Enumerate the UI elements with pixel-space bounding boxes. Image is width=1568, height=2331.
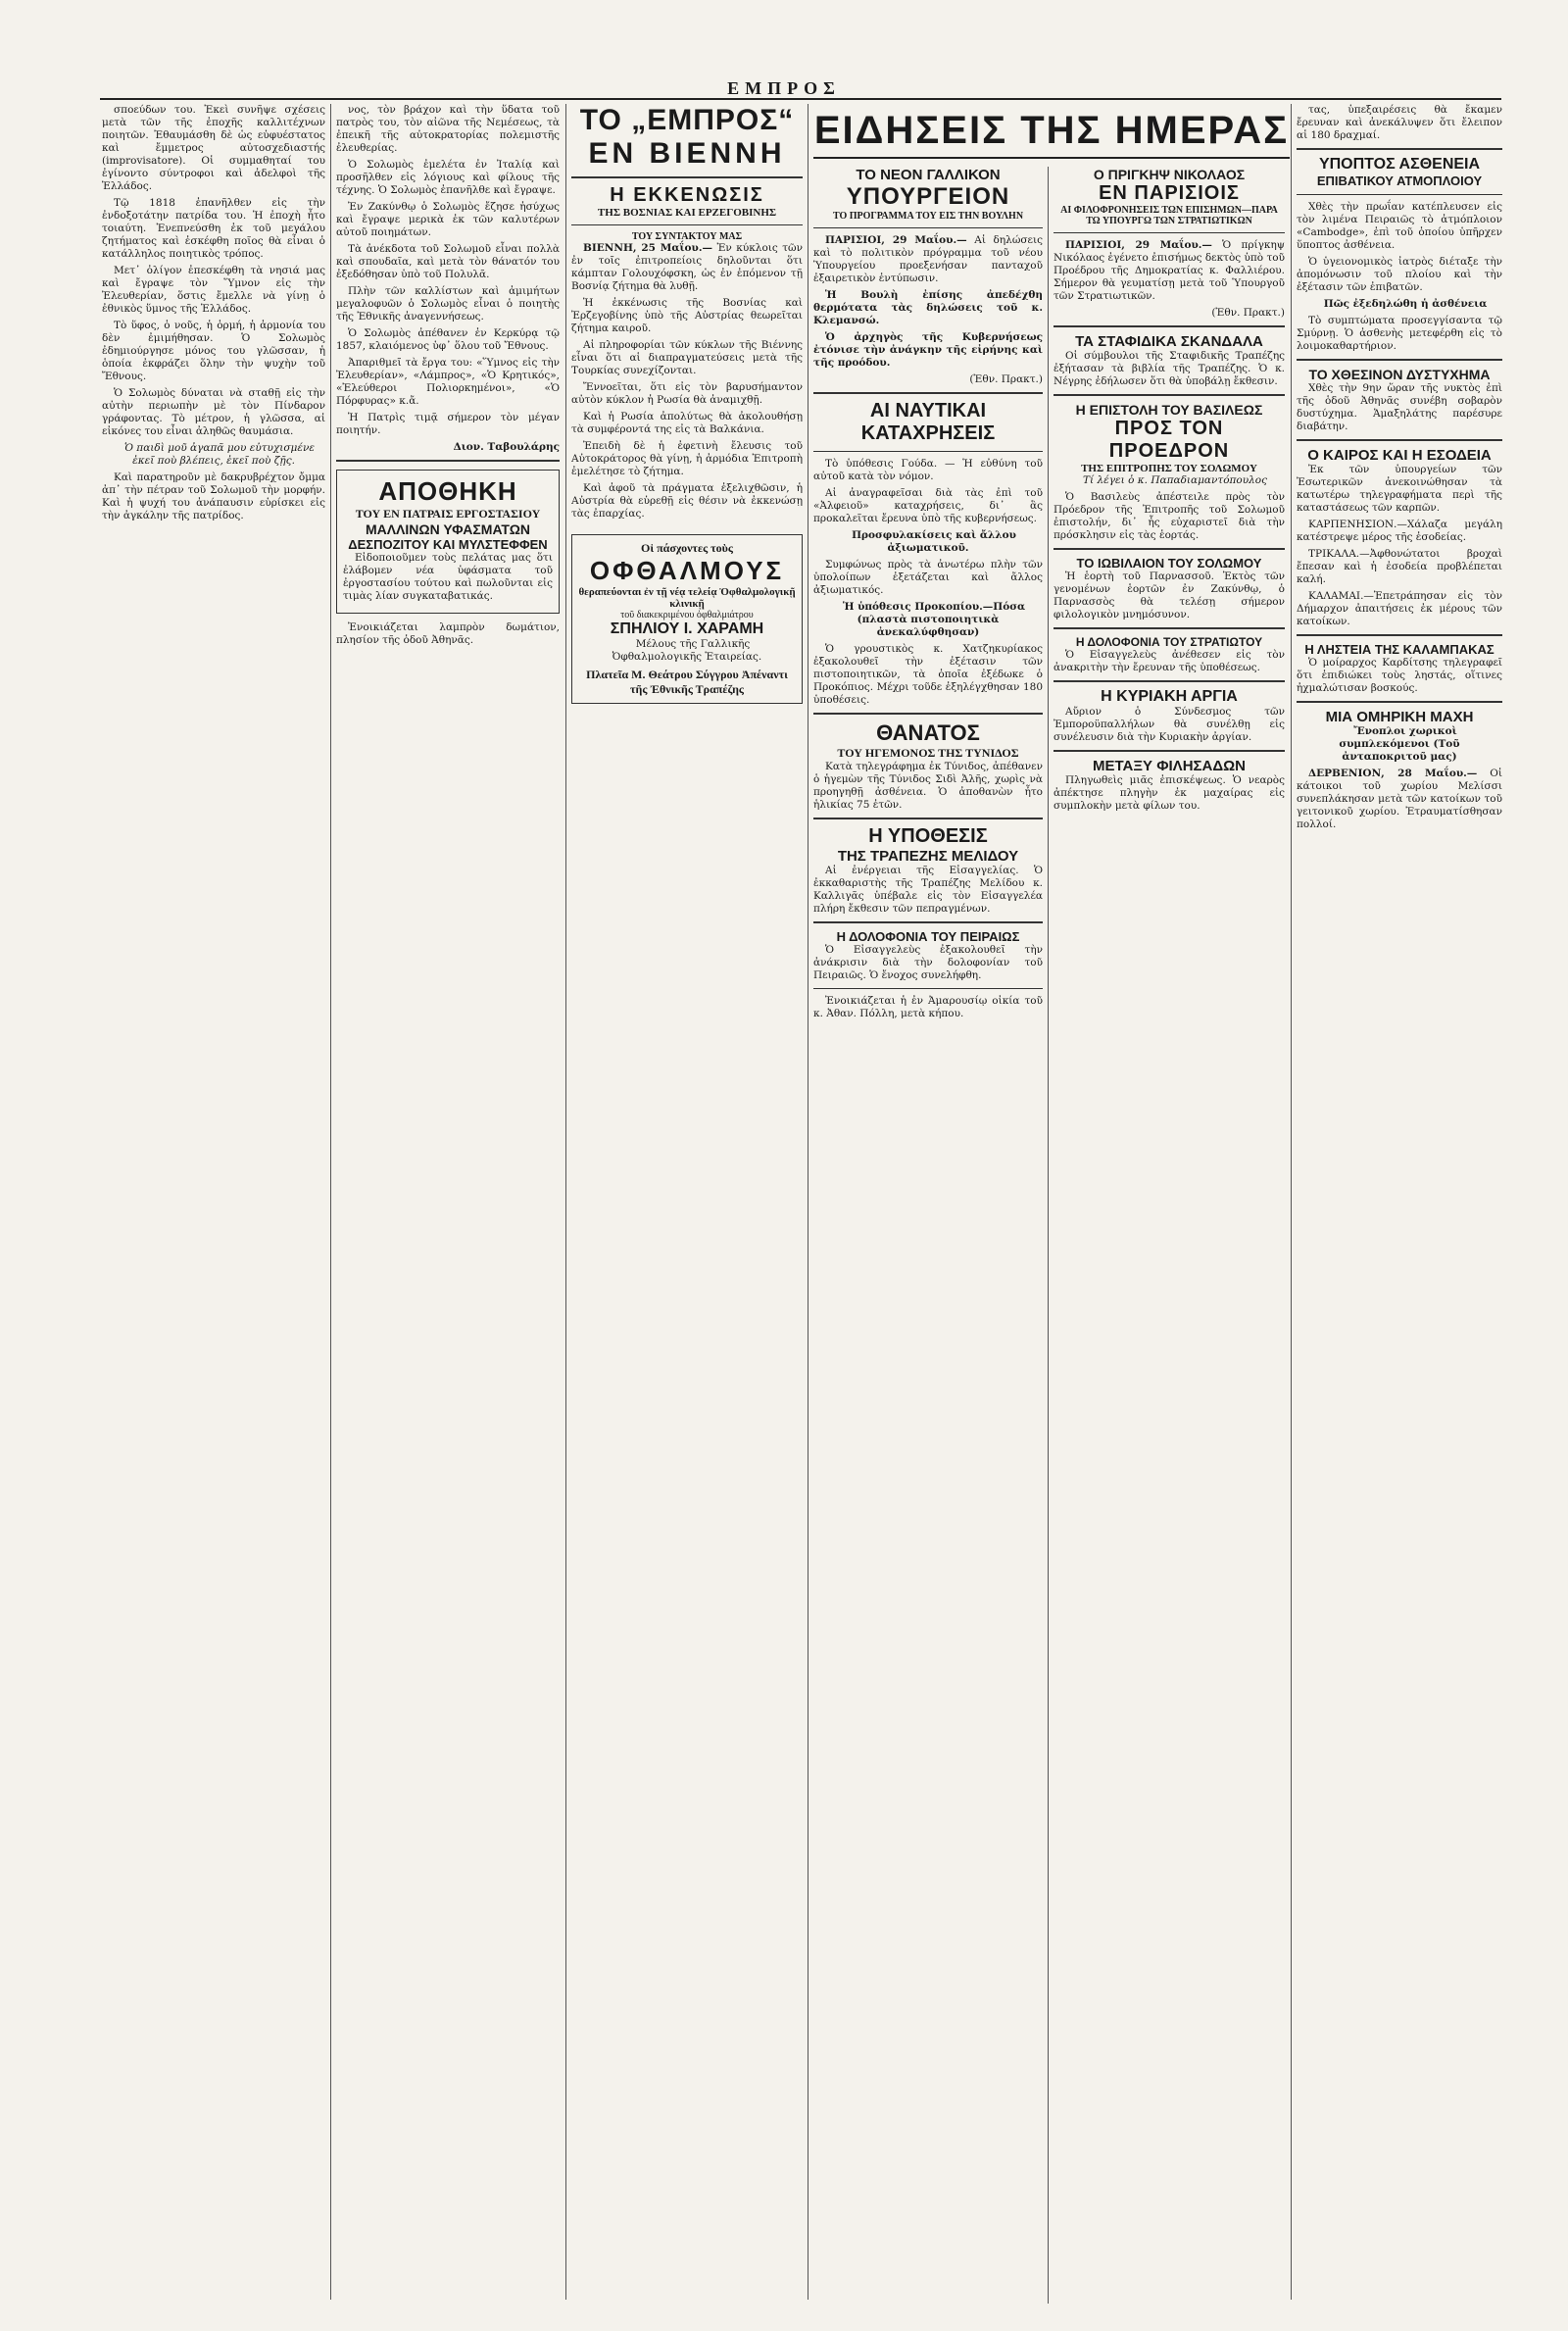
subheadline: ΤΟ ΠΡΟΓΡΑΜΜΑ ΤΟΥ ΕΙΣ ΤΗΝ ΒΟΥΛΗΝ <box>832 211 1024 222</box>
lead-text: Αἱ δηλώσεις καὶ τὸ πολιτικὸν πρόγραμμα τοῦ νέου Ὑπουργείου προεξενήσαν πανταχοῦ ἐξαιρετικὸν ἐντύπωσιν. <box>813 234 1043 284</box>
ad-line: ΜΑΛΛΙΝΩΝ ΥΦΑΣΜΑΤΩΝ <box>365 521 531 537</box>
divider <box>1297 148 1502 150</box>
col2-para: νος, τὸν βράχον καὶ τὴν ὕδατα τοῦ πατρὸς του, τὸν αἰῶνα τῆς Νεμέσεως, τὰ ἐπεικῆ τῆς αὐτοκρατορίας πολεμιστῆς ἐλευθερίας. <box>336 104 560 154</box>
divider <box>813 988 1043 989</box>
divider <box>1297 194 1502 195</box>
dateline: ΔΕΡΒΕΝΙΟΝ, 28 Μαΐου.— <box>1308 768 1478 779</box>
divider <box>813 921 1043 923</box>
col4-subhead: Ἡ ὑπόθεσις Προκοπίου.—Πόσα (πλαστὰ πιστοποιητικὰ ἀνεκαλύφθησαν) <box>842 601 1026 638</box>
col6-para: τας, ὑπεξαιρέσεις θὰ ἔκαμεν ἔρευναν καὶ ἀνεκάλυψεν ὅτι ἔλειπον αἱ 180 δραχμαί. <box>1297 104 1502 141</box>
ad-body: Μέλους τῆς Γαλλικῆς Ὀφθαλμολογικῆς Ἑταιρείας. <box>612 638 762 663</box>
col6-para: Χθὲς τὴν 9ην ὥραν τῆς νυκτὸς ἐπὶ τῆς ὁδοῦ Ἀθηνᾶς συνέβη σοβαρὸν δυστύχημα. Ἁμαξηλάτης παρέσυρε διαβάτην. <box>1297 382 1502 432</box>
masthead <box>0 0 1568 98</box>
headline-emprós: ΤΟ „ΕΜΠΡΟΣ“ <box>579 104 795 136</box>
ad-apothiki <box>336 470 560 614</box>
col5-para: Πληγωθεὶς μιᾶς ἐπισκέψεως. Ὁ νεαρὸς ἀπέκτησε πληγὴν ἐκ μαχαίρας εἰς συμπλοκὴν μετὰ φίλων του. <box>1054 774 1285 812</box>
divider <box>1297 701 1502 703</box>
column-4 <box>813 167 1043 2304</box>
divider <box>813 818 1043 819</box>
divider <box>813 157 1290 159</box>
col2-para: Ὁ Σολωμὸς ἐμελέτα ἐν Ἰταλίᾳ καὶ προσῆλθεν εἰς λόγιους καὶ φίλους τῆς τέχνης. Ὁ Σολωμὸς ἐπανῆλθε καὶ ἔγραψε. <box>336 159 560 196</box>
col6-para: Ἐκ τῶν ὑπουργείων τῶν Ἐσωτερικῶν ἀνεκοινώθησαν τὰ κατωτέρω τηλεγραφήματα περὶ τῆς καταστάσεως τῶν καρπῶν. <box>1297 464 1502 514</box>
col6-subhead: Ἔνοπλοι χωρικοὶ συμπλεκόμενοι (Τοῦ ἀνταποκριτοῦ μας) <box>1339 725 1460 763</box>
divider <box>571 224 803 225</box>
subheadline: ΤΟΥ ΗΓΕΜΟΝΟΣ ΤΗΣ ΤΥΝΙΔΟΣ <box>837 746 1019 760</box>
headline: ΤΟ ΙΩΒΙΛΑΙΟΝ ΤΟΥ ΣΟΛΩΜΟΥ <box>1076 556 1262 570</box>
lead-text: Ὁ πρίγκηψ Νικόλαος ἐγένετο ἐπισήμως δεκτὸς ὑπὸ τοῦ Προέδρου τῆς Δημοκρατίας κ. Φαλλιέρου. Σήμερον θὰ γευματίσῃ μετὰ τοῦ Ὑπουργοῦ τῶν Στρατιωτικῶν. <box>1054 239 1285 302</box>
classified: Ἐνοικιάζεται ἡ ἐν Ἀμαρουσίῳ οἰκία τοῦ κ. Ἀθαν. Πόλλη, μετὰ κήπου. <box>813 995 1043 1019</box>
headline: ΕΠΙΒΑΤΙΚΟΥ ΑΤΜΟΠΛΟΙΟΥ <box>1316 174 1483 188</box>
subheadline: ΑΙ ΦΙΛΟΦΡΟΝΗΣΕΙΣ ΤΩΝ ΕΠΙΣΗΜΩΝ—ΠΑΡΑ ΤΩ ΥΠΟΥΡΓΩ ΤΩΝ ΣΤΡΑΤΙΩΤΙΚΩΝ <box>1060 205 1278 226</box>
col6-para: Χθὲς τὴν πρωΐαν κατέπλευσεν εἰς τὸν λιμένα Πειραιῶς τὸ ἀτμόπλοιον «Cambodge», ἐπὶ τοῦ ὁποίου ὑπῆρχεν ὕποπτος ἀσθένεια. <box>1297 201 1502 251</box>
col4-para: Ὁ Εἰσαγγελεὺς ἐξακολουθεῖ τὴν ἀνάκρισιν διὰ τὴν δολοφονίαν τοῦ Πειραιῶς. Ὁ ἔνοχος συνελήφθη. <box>813 944 1043 981</box>
col2-para: Πλὴν τῶν καλλίστων καὶ ἀμιμήτων μεγαλοφυῶν ὁ Σολωμὸς εἶναι ὁ ποιητὴς τῆς Ἐθνικῆς ἀναγεννήσεως. <box>336 285 560 322</box>
col3-para: Αἱ πληροφορίαι τῶν κύκλων τῆς Βιέννης εἶναι ὅτι αἱ διαπραγματεύσεις μετὰ τῆς Τουρκίας συνεχίζονται. <box>571 339 803 376</box>
ad-address: Πλατεῖα Μ. Θεάτρου Σύγγρου Ἀπέναντι τῆς Ἐθνικῆς Τραπέζης <box>586 668 788 696</box>
col2-para: Τὰ ἀνέκδοτα τοῦ Σολωμοῦ εἶναι πολλὰ καὶ σπουδαῖα, καὶ μετὰ τὸν θάνατόν του ἐξεδόθησαν ὑπὸ τοῦ Πολυλᾶ. <box>336 243 560 280</box>
headline: Η ΛΗΣΤΕΙΑ ΤΗΣ ΚΑΛΑΜΠΑΚΑΣ <box>1304 642 1494 657</box>
col5-para: Οἱ σύμβουλοι τῆς Σταφιδικῆς Τραπέζης ἐξήτασαν τὰ βιβλία τῆς Τραπέζης. Ὁ κ. Νέγρης ἐδήλωσεν ὅτι θὰ ὑποβάλῃ ἔκθεσιν. <box>1054 350 1285 387</box>
newspaper-title: ΕΜΠΡΟΣ <box>727 78 841 98</box>
col6-para: ΚΑΛΑΜΑΙ.—Ἐπετράπησαν εἰς τὸν Δήμαρχον ἀπαιτήσεις ἐκ μέρους τῶν κατοίκων. <box>1297 590 1502 627</box>
col2-para: Ἐν Ζακύνθῳ ὁ Σολωμὸς ἔζησε ἡσύχως καὶ ἔγραψε μερικὰ ἐκ τῶν καλυτέρων αὐτοῦ ποιημάτων. <box>336 201 560 238</box>
ad-doctor-name: ΣΠΗΛΙΟΥ Ι. ΧΑΡΑΜΗ <box>610 620 764 637</box>
col2-para: Ἡ Πατρὶς τιμᾷ σήμερον τὸν μέγαν ποιητήν. <box>336 412 560 436</box>
news-banner <box>813 108 1290 159</box>
source: (Ἐθν. Πρακτ.) <box>1211 307 1285 319</box>
ad-ophthalmology <box>571 534 803 704</box>
col3-para: Ἔννοεῖται, ὅτι εἰς τὸν βαρυσήμαντον αὐτὸν κύκλον ἡ Ρωσία θὰ ἀναμιχθῇ. <box>571 381 803 406</box>
col6-para: Τὸ συμπτώματα προσεγγίσαντα τῷ Σμύρνῃ. Ὁ ἀσθενὴς μετεφέρθη εἰς τὸ λοιμοκαθαρτήριον. <box>1297 315 1502 352</box>
headline: Ο ΚΑΙΡΟΣ ΚΑΙ Η ΕΣΟΔΕΙΑ <box>1307 447 1492 464</box>
column-1 <box>102 104 325 2309</box>
col6-para: ΚΑΡΠΕΝΗΣΙΟΝ.—Χάλαζα μεγάλη κατέστρεψε μέρος τῆς ἐσοδείας. <box>1297 519 1502 543</box>
dateline: ΠΑΡΙΣΙΟΙ, 29 Μαΐου.— <box>825 234 967 246</box>
col4-para: Αἱ ἀναγραφεῖσαι διὰ τὰς ἐπὶ τοῦ «Ἀλφειοῦ» καταχρήσεις, δι᾽ ἃς προκαλεῖται ἔρευνα ὑπὸ τῆς κυβερνήσεως. <box>813 487 1043 524</box>
col2-para: Ὁ Σολωμὸς ἀπέθανεν ἐν Κερκύρᾳ τῷ 1857, κλαιόμενος ὑφ᾽ ὅλου τοῦ Ἔθνους. <box>336 327 560 352</box>
col4-para: Ἡ Βουλὴ ἐπίσης ἀπεδέχθη θερμότατα τὰς δηλώσεις τοῦ κ. Κλεμανσώ. <box>813 289 1043 326</box>
col6-para: ΤΡΙΚΑΛΑ.—Ἀφθονώτατοι βροχαὶ ἔπεσαν καὶ ἡ ἐσοδεία προβλέπεται καλή. <box>1297 548 1502 585</box>
col5-para: Ἡ ἑορτὴ τοῦ Παρνασσοῦ. Ἐκτὸς τῶν γενομένων ἑορτῶν ἐν Ζακύνθῳ, ὁ Παρνασσὸς θὰ τελέσῃ σήμερον φιλολογικὸν μνημόσυνον. <box>1054 570 1285 620</box>
subheadline: ΤΗΣ ΕΠΙΤΡΟΠΗΣ ΤΟΥ ΣΟΛΩΜΟΥ <box>1081 463 1257 474</box>
ad-line: ΔΕΣΠΟΖΙΤΟΥ ΚΑΙ ΜΥΛΣΤΕΦΦΕΝ <box>348 537 548 552</box>
top-rule <box>100 98 1501 100</box>
headline: Η ΕΠΙΣΤΟΛΗ ΤΟΥ ΒΑΣΙΛΕΩΣ <box>1075 402 1263 418</box>
ad-body: Εἰδοποιοῦμεν τοὺς πελάτας μας ὅτι ἐλάβομεν νέα ὑφάσματα τοῦ ἐργοστασίου τούτου καὶ πωλοῦνται εἰς τιμὰς λίαν συγκαταβατικάς. <box>343 552 553 602</box>
headline-vienna: ΕΝ ΒΙΕΝΝΗ <box>588 137 786 170</box>
headline: ΜΙΑ ΟΜΗΡΙΚΗ ΜΑΧΗ <box>1325 709 1474 725</box>
source: (Ἐθν. Πρακτ.) <box>969 373 1043 385</box>
col6-para <box>1297 768 1502 831</box>
col5-para: Αὔριον ὁ Σύνδεσμος τῶν Ἐμποροϋπαλλήλων θὰ συνέλθῃ εἰς συνέλευσιν διὰ τὴν Κυριακὴν ἀργίαν. <box>1054 706 1285 743</box>
headline: ΤΑ ΣΤΑΦΙΔΙΚΑ ΣΚΑΝΔΑΛΑ <box>1075 333 1263 350</box>
col1-para: Καὶ παρατηροῦν μὲ δακρυβρέχτον ὄμμα ἀπ᾽ τὴν πέτραν τοῦ Σολωμοῦ τὴν μορφήν. Καὶ ἡ ψυχή του ἀνάπαυσιν εὑρίσκει εἰς τὴν ἀγκάλην τῆς πατρίδος. <box>102 471 325 521</box>
ad-line: Οἱ πάσχοντες τοὺς <box>641 541 733 555</box>
col2-para: Ἀπαριθμεῖ τὰ ἔργα του: «Ὕμνος εἰς τὴν Ἐλευθερίαν», «Λάμπρος», «Ὁ Κρητικός», «Ἐλεύθεροι Πολιορκημένοι», «Ὁ Πόρφυρας» κ.ἄ. <box>336 357 560 407</box>
col5-para <box>1054 239 1285 303</box>
divider <box>1054 232 1285 233</box>
ad-line: θεραπεύονται ἐν τῇ νέᾳ τελείᾳ Ὀφθαλμολογικῇ κλινικῇ <box>578 586 796 610</box>
headline: ΤΟ ΝΕΟΝ ΓΑΛΛΙΚΟΝ <box>856 167 1001 183</box>
headline: Η ΔΟΛΟΦΟΝΙΑ ΤΟΥ ΠΕΙΡΑΙΩΣ <box>836 929 1020 944</box>
dateline: ΠΑΡΙΣΙΟΙ, 29 Μαΐου.— <box>1065 239 1212 251</box>
divider <box>1297 359 1502 361</box>
article-signature: Διον. Ταβουλάρης <box>453 441 560 453</box>
headline: ΤΟ ΧΘΕΣΙΝΟΝ ΔΥΣΤΥΧΗΜΑ <box>1308 367 1491 382</box>
col3-para: Ἡ ἐκκένωσις τῆς Βοσνίας καὶ Ἐρζεγοβίνης ὑπὸ τῆς Αὐστρίας θεωρεῖται ζήτημα καιροῦ. <box>571 297 803 334</box>
subheadline: ΤΗΣ ΒΟΣΝΙΑΣ ΚΑΙ ΕΡΖΕΓΟΒΙΝΗΣ <box>597 207 777 219</box>
divider <box>813 392 1043 394</box>
col4-para: Τὸ ὑπόθεσις Γούδα. — Ἡ εὐθύνη τοῦ αὐτοῦ κατὰ τὸν νόμον. <box>813 458 1043 482</box>
col3-para: Καὶ ἀφοῦ τὰ πράγματα ἐξελιχθῶσιν, ἡ Αὐστρία θὰ εὑρεθῇ εἰς θέσιν νὰ ἐκκενώσῃ τὰς ἐπαρχίας. <box>571 482 803 520</box>
headline: ΥΠΟΠΤΟΣ ΑΣΘΕΝΕΙΑ <box>1318 156 1481 173</box>
divider <box>1054 394 1285 396</box>
divider <box>1054 325 1285 327</box>
divider <box>813 451 1043 452</box>
col1-para: Ὁ Σολωμὸς δύναται νὰ σταθῇ εἰς τὴν αὐτὴν περιωπὴν μὲ τὸν Πίνδαρον γράφοντας. Τὸ μέτρον, ἡ γλῶσσα, αἱ εἰκόνες του εἶναι ἀληθῶς θαυμάσια. <box>102 387 325 437</box>
column-separator <box>565 104 566 2300</box>
col4-para: Συμφώνως πρὸς τὰ ἀνωτέρω πλὴν τῶν ὑπολοίπων ἐξετάζεται καὶ ἄλλος ἀξιωματικός. <box>813 559 1043 596</box>
col3-para: Καὶ ἡ Ρωσία ἀπολύτως θὰ ἀκολουθήσῃ τὰ συμφέροντά της εἰς τὰ Βαλκάνια. <box>571 411 803 435</box>
divider <box>813 227 1043 228</box>
headline: ΕΝ ΠΑΡΙΣΙΟΙΣ <box>1099 182 1240 204</box>
col4-para: Ὁ ἀρχηγὸς τῆς Κυβερνήσεως ἐτόνισε τὴν ἀνάγκην τῆς εἰρήνης καὶ τῆς προόδου. <box>813 331 1043 369</box>
banner-title: ΕΙΔΗΣΕΙΣ ΤΗΣ ΗΜΕΡΑΣ <box>813 109 1290 152</box>
divider <box>1054 548 1285 550</box>
headline: ΚΑΤΑΧΡΗΣΕΙΣ <box>860 422 996 444</box>
col5-para: Ὁ Εἰσαγγελεὺς ἀνέθεσεν εἰς τὸν ἀνακριτὴν τὴν ἔρευναν τῆς ὑποθέσεως. <box>1054 649 1285 673</box>
divider <box>1297 439 1502 441</box>
col6-para: Ὁ μοίραρχος Καρδίτσης τηλεγραφεῖ ὅτι ἐπιδιώκει τοὺς ληστάς, οἵτινες ἠχμαλώτισαν βοσκούς. <box>1297 657 1502 694</box>
ad-title: ΑΠΟΘΗΚΗ <box>378 476 517 506</box>
col4-para: Ὁ γρουστικὸς κ. Χατζηκυρίακος ἐξακολουθεῖ τὴν ἐξέτασιν τῶν πιστοποιητικῶν, τὰ ὁποῖα ἐξέδωκε ὁ Προκόπιος. Μέχρι τοῦδε ἐξηλέγχθησαν 180 ὑποθέσεις. <box>813 643 1043 706</box>
divider <box>1054 680 1285 682</box>
col4-para <box>813 234 1043 285</box>
divider <box>1054 750 1285 752</box>
ad-line: τοῦ διακεκριμένου ὀφθαλμιάτρου <box>620 610 754 620</box>
col4-para: Αἱ ἐνέργειαι τῆς Εἰσαγγελίας. Ὁ ἐκκαθαριστὴς τῆς Τραπέζης Μελίδου κ. Καλλιγᾶς ὑπέβαλε εἰς τὸν Εἰσαγγελέα πλήρη ἔκθεσιν τῶν πεπραγμένων. <box>813 865 1043 915</box>
col6-subhead: Πῶς ἐξεδηλώθη ἡ ἀσθένεια <box>1323 298 1488 310</box>
classified: Ἐνοικιάζεται λαμπρὸν δωμάτιον, πλησίον τῆς ὁδοῦ Ἀθηνᾶς. <box>336 621 560 646</box>
headline: ΜΕΤΑΞΥ ΦΙΛΗΣΑΔΩΝ <box>1093 758 1246 774</box>
column-3 <box>571 104 803 2309</box>
col5-subhead: Τί λέγει ὁ κ. Παπαδιαμαντόπουλος <box>1083 474 1267 486</box>
headline-evacuation: Η ΕΚΚΕΝΩΣΙΣ <box>610 184 764 206</box>
lead-text: Οἱ κάτοικοι τοῦ χωρίου Μελίσσι συνεπλάκησαν μετὰ τῶν κατοίκων τοῦ γειτονικοῦ χωρίου. Ἐτραυματίσθησαν πολλοί. <box>1297 768 1502 830</box>
column-6 <box>1297 104 1502 2309</box>
headline: Η ΔΟΛΟΦΟΝΙΑ ΤΟΥ ΣΤΡΑΤΙΩΤΟΥ <box>1075 635 1263 649</box>
col1-para: Μετ᾽ ὀλίγον ἐπεσκέφθη τὰ νησιά μας καὶ ἔγραψε τὸν Ὕμνον εἰς τὴν Ἐλευθερίαν, ὅστις ἔμελλε νὰ γίνῃ ὁ ἐθνικὸς ὕμνος τῆς Ἑλλάδος. <box>102 265 325 315</box>
col1-verse: Ὁ παιδὶ μοῦ ἀγαπᾶ μου εὐτυχισμένε ἐκεῖ ποὺ βλέπεις, ἐκεῖ ποὺ ζῇς. <box>123 442 316 467</box>
col6-para: Ὁ ὑγειονομικὸς ἰατρὸς διέταξε τὴν ἀπομόνωσιν τοῦ πλοίου καὶ τὴν ἐξέτασιν τῶν ἐπιβατῶν. <box>1297 256 1502 293</box>
col1-para: Τὸ ὕφος, ὁ νοῦς, ἡ ὁρμή, ἡ ἁρμονία του δὲν ἐμιμήθησαν. Ὁ Σολωμὸς ἐδημιούργησε μόνος του γλῶσσαν, ἡ ὁποία ἐκφράζει ὅλην τὴν ψυχὴν τοῦ Ἔθνους. <box>102 320 325 382</box>
col4-para: Κατὰ τηλεγράφημα ἐκ Τύνιδος, ἀπέθανεν ὁ ἡγεμὼν τῆς Τύνιδος Σιδὶ Ἀλῆς, χωρὶς νὰ προηγηθῇ ἀσθένεια. Ὁ ἀποθανὼν ἦτο ἡλικίας 75 ἐτῶν. <box>813 761 1043 811</box>
headline: Η ΚΥΡΙΑΚΗ ΑΡΓΙΑ <box>1101 688 1238 705</box>
column-5 <box>1054 167 1285 2304</box>
column-separator <box>1048 167 1049 2304</box>
column-2 <box>336 104 560 2309</box>
divider <box>813 713 1043 715</box>
headline: Η ΥΠΟΘΕΣΙΣ <box>868 825 988 847</box>
divider <box>571 176 803 178</box>
divider <box>1054 627 1285 629</box>
ad-title: ΟΦΘΑΛΜΟΥΣ <box>589 556 785 585</box>
col5-para: Ὁ Βασιλεὺς ἀπέστειλε πρὸς τὸν Πρόεδρον τῆς Ἐπιτροπῆς τοῦ Σολωμοῦ ἐπιστολήν, δι᾽ ἧς εὐχαριστεῖ διὰ τὴν πρόσκλησιν εἰς τὰς ἑορτάς. <box>1054 491 1285 541</box>
headline: ΥΠΟΥΡΓΕΙΟΝ <box>846 183 1010 210</box>
col1-para: σποεύδων του. Ἐκεὶ συνῆψε σχέσεις μετὰ τῶν τῆς ἐποχῆς καλλιτέχνων ποιητῶν. Ἐθαυμάσθη δὲ ὡς εὐφυέστατος καὶ ἔμμετρος αὐτοσχεδιαστής (improvisatore). Οἱ συμμαθηταί του ἐγίνοντο σύντροφοι καὶ ἀδελφοὶ τῆς Ἑλλάδος. <box>102 104 325 192</box>
headline: Ο ΠΡΙΓΚΗΨ ΝΙΚΟΛΑΟΣ <box>1093 167 1246 182</box>
lead-text: Ἐν κύκλοις τῶν ἐν τοῖς ἐπιτροπείοις δηλοῦνται ὅτι κάμπταν Γολουχόφσκη, ὡς ἐν ἐπόμενον τῇ Βοσνίᾳ ζήτημα θὰ λυθῇ. <box>571 242 803 292</box>
headline: ΠΡΟΣ ΤΟΝ ΠΡΟΕΔΡΟΝ <box>1108 418 1230 462</box>
col1-para: Τῷ 1818 ἐπανῆλθεν εἰς τὴν ἐνδοξοτάτην πατρίδα του. Ἡ ἐποχὴ ἦτο τοιαύτη. Ἐνεπνεύσθη ἐκ τοῦ μεγάλου ζητήματος καὶ ἐσκέφθη ποῖος θὰ εἶναι ὁ κατάλληλος ποιητικὸς τρόπος. <box>102 197 325 260</box>
byline: ΤΟΥ ΣΥΝΤΑΚΤΟΥ ΜΑΣ <box>631 231 743 242</box>
column-separator <box>330 104 331 2300</box>
divider <box>1297 634 1502 636</box>
ad-subtitle: ΤΟΥ ΕΝ ΠΑΤΡΑΙΣ ΕΡΓΟΣΤΑΣΙΟΥ <box>355 507 541 521</box>
dateline: ΒΙΕΝΝΗ, 25 Μαΐου.— <box>583 242 712 254</box>
col4-subhead: Προσφυλακίσεις καὶ ἄλλου ἀξιωματικοῦ. <box>852 529 1016 554</box>
column-separator <box>1291 104 1292 2300</box>
headline: ΘΑΝΑΤΟΣ <box>876 720 980 745</box>
divider <box>336 460 560 462</box>
col3-para: Ἐπειδὴ δὲ ἡ ἐφετινὴ ἔλευσις τοῦ Αὐτοκράτορος θὰ γίνῃ, ἡ ἀρμόδια Ἐπιτροπὴ ἐμελέτησε τὸ ζήτημα. <box>571 440 803 477</box>
headline: ΤΗΣ ΤΡΑΠΕΖΗΣ ΜΕΛΙΔΟΥ <box>837 848 1019 865</box>
headline: ΑΙ ΝΑΥΤΙΚΑΙ <box>869 400 987 422</box>
col3-para <box>571 242 803 293</box>
